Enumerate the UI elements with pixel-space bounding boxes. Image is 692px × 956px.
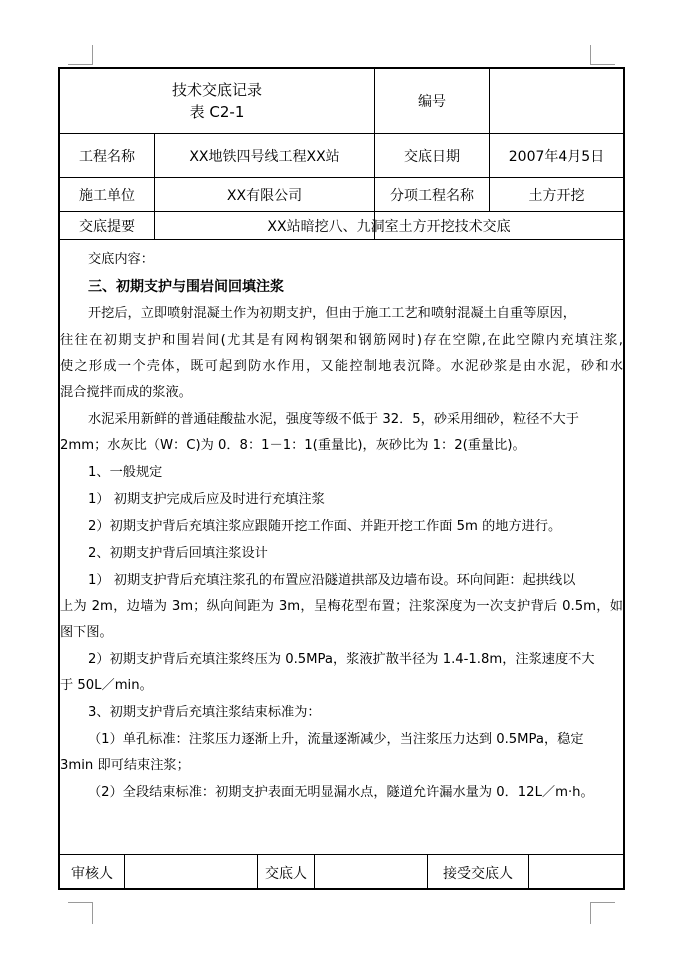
paragraph-line: 往往在初期支护和围岩间(尤其是有网构钢架和钢筋网时)存在空隙,在此空隙内充填注浆, <box>60 333 623 348</box>
list-item: 1） 初期支护完成后应及时进行充填注浆 <box>88 492 325 507</box>
project-name-value: XX地铁四号线工程XX站 <box>189 148 340 165</box>
receiver-label: 接受交底人 <box>443 865 513 882</box>
paragraph-line: 3min 即可结束注浆； <box>60 758 190 773</box>
paragraph-line: 水泥采用新鲜的普通硅酸盐水泥，强度等级不低于 32．5，砂采用细砂，粒径不大于 <box>88 412 579 427</box>
content-intro: 交底内容： <box>88 252 154 267</box>
form-number: 表 C2-1 <box>189 103 245 121</box>
construction-unit-value: XX有限公司 <box>226 187 303 204</box>
crop-mark-bl-h <box>68 902 92 903</box>
crop-mark-tl-v <box>92 45 93 65</box>
reviewer-value <box>125 855 257 890</box>
form-title-text: 技术交底记录 <box>171 81 262 99</box>
crop-mark-tr-h <box>591 64 615 65</box>
disclosure-form <box>58 67 625 890</box>
crop-mark-tr-v <box>590 45 591 65</box>
list-item: 1） 初期支护背后充填注浆孔的布置应沿隧道拱部及边墙布设。环向间距：起拱线以 <box>88 573 576 588</box>
list-item: 2）初期支护背后充填注浆终压为 0.5MPa，浆液扩散半径为 1.4-1.8m，注浆速度不大 <box>88 652 595 667</box>
row-divider <box>60 239 623 240</box>
subsection-heading: 2、初期支护背后回填注浆设计 <box>88 546 268 561</box>
paragraph-line: 开挖后，立即喷射混凝土作为初期支护，但由于施工工艺和喷射混凝土自重等原因， <box>88 306 576 321</box>
number-label: 编号 <box>418 94 446 110</box>
paragraph-line: 上为 2m，边墙为 3m；纵向间距为 3m，呈梅花型布置；注浆深度为一次支护背后 0.5m，如 <box>60 599 623 614</box>
paragraph-line: 于 50L／min。 <box>60 678 153 693</box>
paragraph-line: 混合搅拌而成的浆液。 <box>60 385 192 400</box>
summary-label: 交底提要 <box>79 218 135 235</box>
number-value <box>490 69 623 133</box>
list-item: （1）单孔标准：注浆压力逐渐上升，流量逐渐减少，当注浆压力达到 0.5MPa，稳定 <box>88 732 584 747</box>
list-item: （2）全段结束标准：初期支护表面无明显漏水点，隧道允许漏水量为 0．12L／m·h。 <box>88 785 594 800</box>
receiver-value <box>529 855 623 890</box>
crop-mark-tl-h <box>68 64 92 65</box>
disclosure-date-label: 交底日期 <box>404 148 460 165</box>
sub-project-value: 土方开挖 <box>528 187 585 204</box>
subsection-heading: 3、初期支护背后充填注浆结束标准为： <box>88 705 321 720</box>
subsection-heading: 1、一般规定 <box>88 465 163 480</box>
paragraph-line: 图下图。 <box>60 625 113 640</box>
disclosure-date-value: 2007年4月5日 <box>508 148 605 165</box>
construction-unit-label: 施工单位 <box>79 187 135 204</box>
reviewer-label: 审核人 <box>71 865 113 882</box>
paragraph-line: 2mm；水灰比（W：C)为 0．8：1－1：1(重量比)，灰砂比为 1：2(重量比)。 <box>60 438 526 453</box>
section-heading: 三、初期支护与围岩间回填注浆 <box>88 279 284 295</box>
crop-mark-br-v <box>590 902 591 924</box>
discloser-label: 交底人 <box>265 865 307 882</box>
paragraph-line: 使之形成一个壳体，既可起到防水作用，又能控制地表沉降。水泥砂浆是由水泥，砂和水 <box>60 359 623 374</box>
list-item: 2）初期支护背后充填注浆应跟随开挖工作面、并距开挖工作面 5m 的地方进行。 <box>88 519 562 534</box>
project-name-label: 工程名称 <box>79 148 135 165</box>
crop-mark-br-h <box>591 902 615 903</box>
form-title <box>60 69 374 133</box>
discloser-value <box>315 855 427 890</box>
sub-project-label: 分项工程名称 <box>390 187 474 204</box>
summary-value: XX站暗挖八、九洞室土方开挖技术交底 <box>267 218 511 235</box>
crop-mark-bl-v <box>92 902 93 924</box>
